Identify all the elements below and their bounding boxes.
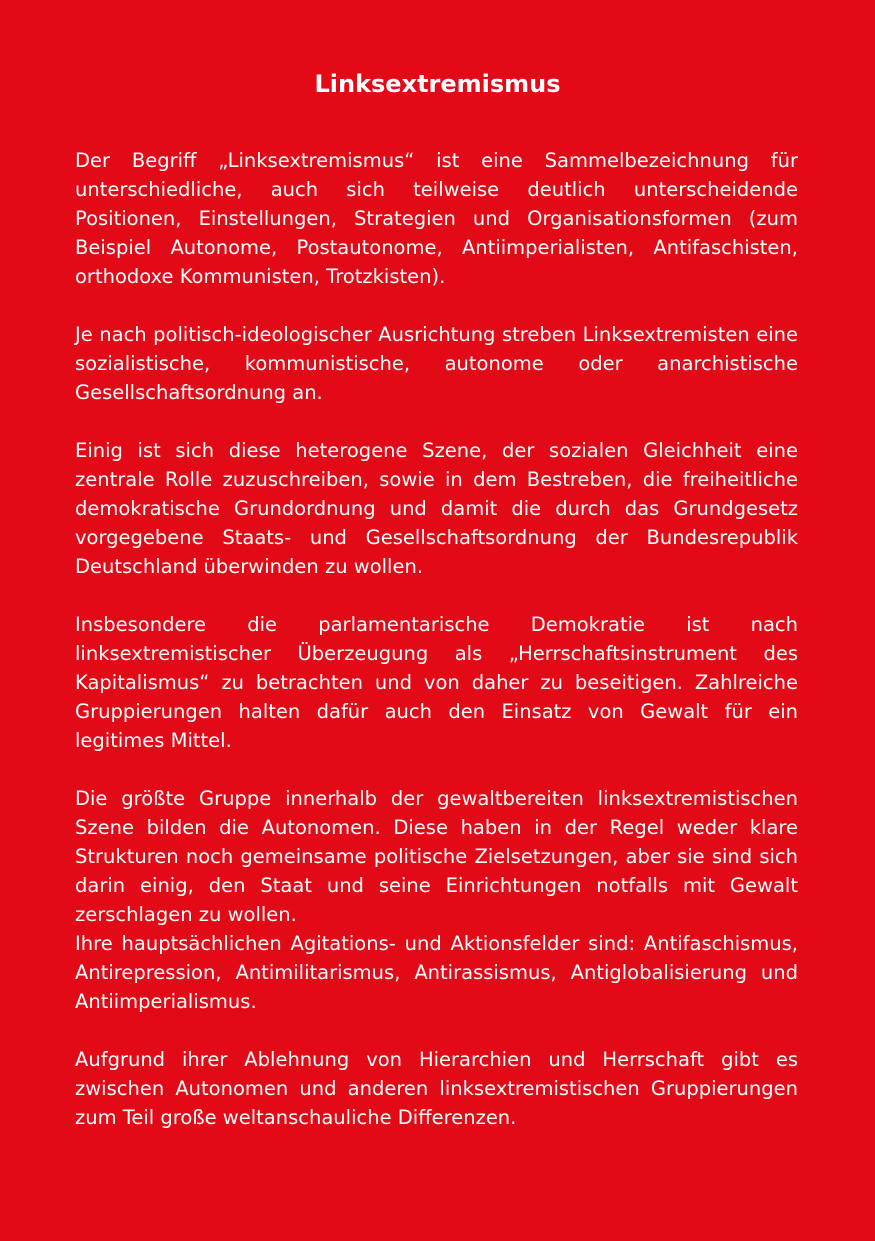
paragraph-action-fields: Ihre hauptsächlichen Agitations- und Aktionsfelder sind: Antifaschismus, Antirepression, Antimilitarismus, Antirassismus, Antiglobalisierung und Antiimperialismus.	[75, 932, 798, 1013]
paragraph-common-goals: Einig ist sich diese heterogene Szene, der sozialen Gleichheit eine zentrale Rolle zuzuschreiben, sowie in dem Bestreben, die freiheitliche demokratische Grundordnung und damit die durch das Grundgesetz vorgegebene Staats- und Gesellschaftsordnung der Bundesrepublik Deutschland überwinden zu wollen.	[75, 439, 798, 578]
paragraph-definition: Der Begriff „Linksextremismus“ ist eine Sammelbezeichnung für unterschiedliche, auch sich teilweise deutlich unterscheidende Positionen, Einstellungen, Strategien und Organisationsformen (zum Beispiel Autonome, Postautonome, Antiimperialisten, Antifaschisten, orthodoxe Kommunisten, Trotzkisten).	[75, 149, 798, 288]
paragraph-differences: Aufgrund ihrer Ablehnung von Hierarchien und Herrschaft gibt es zwischen Autonomen und anderen linksextremistischen Gruppierungen zum Teil große weltanschauliche Differenzen.	[75, 1048, 798, 1129]
body-text	[75, 146, 798, 1132]
paragraph-autonomists: Die größte Gruppe innerhalb der gewaltbereiten linksextremistischen Szene bilden die Autonomen. Diese haben in der Regel weder klare Strukturen noch gemeinsame politische Zielsetzungen, aber sie sind sich darin einig, den Staat und seine Einrichtungen notfalls mit Gewalt zerschlagen zu wollen.	[75, 787, 798, 926]
paragraph-democracy: Insbesondere die parlamentarische Demokratie ist nach linksextremistischer Überzeugung als „Herrschaftsinstrument des Kapitalismus“ zu betrachten und von daher zu beseitigen. Zahlreiche Gruppierungen halten dafür auch den Einsatz von Gewalt für ein legitimes Mittel.	[75, 613, 798, 752]
paragraph-ideology: Je nach politisch-ideologischer Ausrichtung streben Linksextremisten eine sozialistische, kommunistische, autonome oder anarchistische Gesellschaftsordnung an.	[75, 323, 798, 404]
page-title: Linksextremismus	[314, 70, 561, 98]
